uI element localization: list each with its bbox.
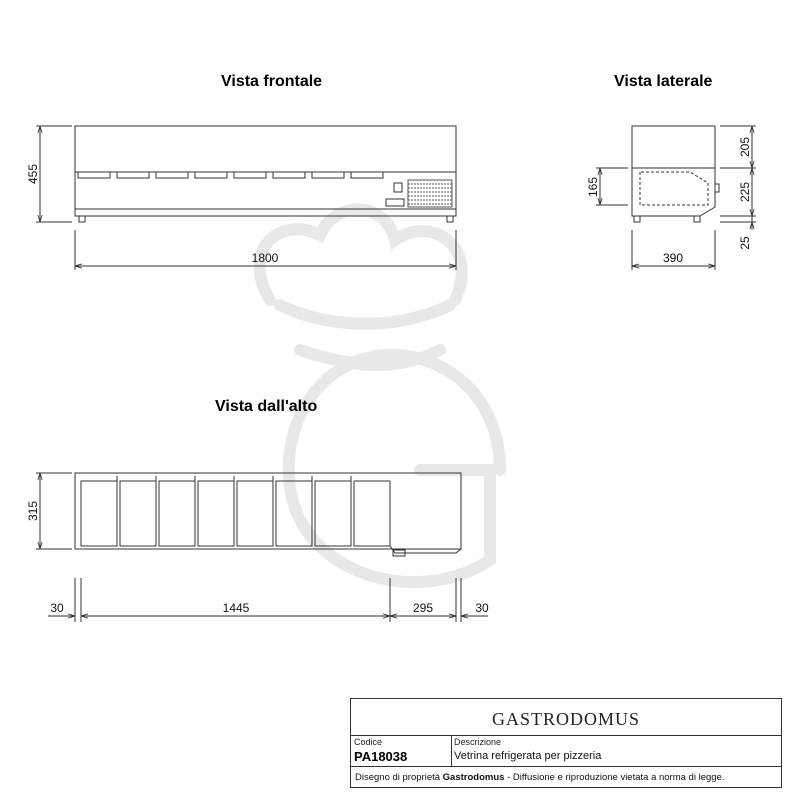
- side-view-title: Vista laterale: [614, 73, 713, 90]
- ownership-notice: [355, 772, 724, 783]
- description-label: Descrizione: [454, 737, 502, 747]
- dim-side-bottom: 25: [738, 236, 752, 250]
- top-pans: [81, 476, 390, 546]
- front-switch: [386, 199, 404, 206]
- dim-top-unit-width: 295: [412, 601, 434, 615]
- side-foot-left: [634, 216, 640, 222]
- side-glass-hood: [632, 126, 715, 168]
- title-block-info-row: [351, 735, 781, 767]
- front-foot-right: [447, 216, 453, 222]
- front-display: [394, 183, 402, 192]
- description-cell: [451, 735, 781, 766]
- side-body: [632, 168, 715, 216]
- front-glass-hood: [75, 126, 456, 172]
- ownership-suffix: - Diffusione e riproduzione vietata a norma di legge.: [507, 772, 725, 783]
- front-view-title: Vista frontale: [221, 73, 323, 90]
- side-pan-outline: [640, 172, 708, 205]
- side-view: [596, 126, 756, 270]
- dim-front-height: 455: [26, 163, 40, 185]
- top-view: [36, 473, 488, 622]
- ownership-brand: Gastrodomus: [442, 772, 505, 783]
- ownership-prefix: Disegno di proprietà: [355, 772, 441, 783]
- watermark-logo: [260, 209, 500, 582]
- front-vent-grille: [408, 180, 452, 207]
- code-value: PA18038: [354, 749, 408, 764]
- dim-top-right-margin: 30: [475, 601, 489, 615]
- code-cell: [351, 735, 452, 766]
- front-foot-left: [79, 216, 85, 222]
- side-foot-right: [694, 216, 700, 222]
- dim-top-left-margin: 30: [50, 601, 64, 615]
- dim-side-depth: 390: [662, 251, 684, 265]
- title-block: [350, 698, 782, 788]
- dim-side-inner: 165: [586, 176, 600, 198]
- dim-side-mid: 225: [738, 181, 752, 203]
- description-value: Vetrina refrigerata per pizzeria: [454, 750, 602, 762]
- dim-top-depth: 315: [26, 500, 40, 522]
- dim-side-top: 205: [738, 136, 752, 158]
- code-label: Codice: [354, 737, 383, 747]
- top-outline: [75, 473, 461, 549]
- front-pan-handles: [78, 172, 383, 178]
- top-view-title: Vista dall'alto: [215, 398, 318, 415]
- brand-logo-text: GASTRODOMUS: [351, 699, 781, 736]
- dim-front-width: 1800: [251, 251, 279, 265]
- dim-top-pans-width: 1445: [222, 601, 250, 615]
